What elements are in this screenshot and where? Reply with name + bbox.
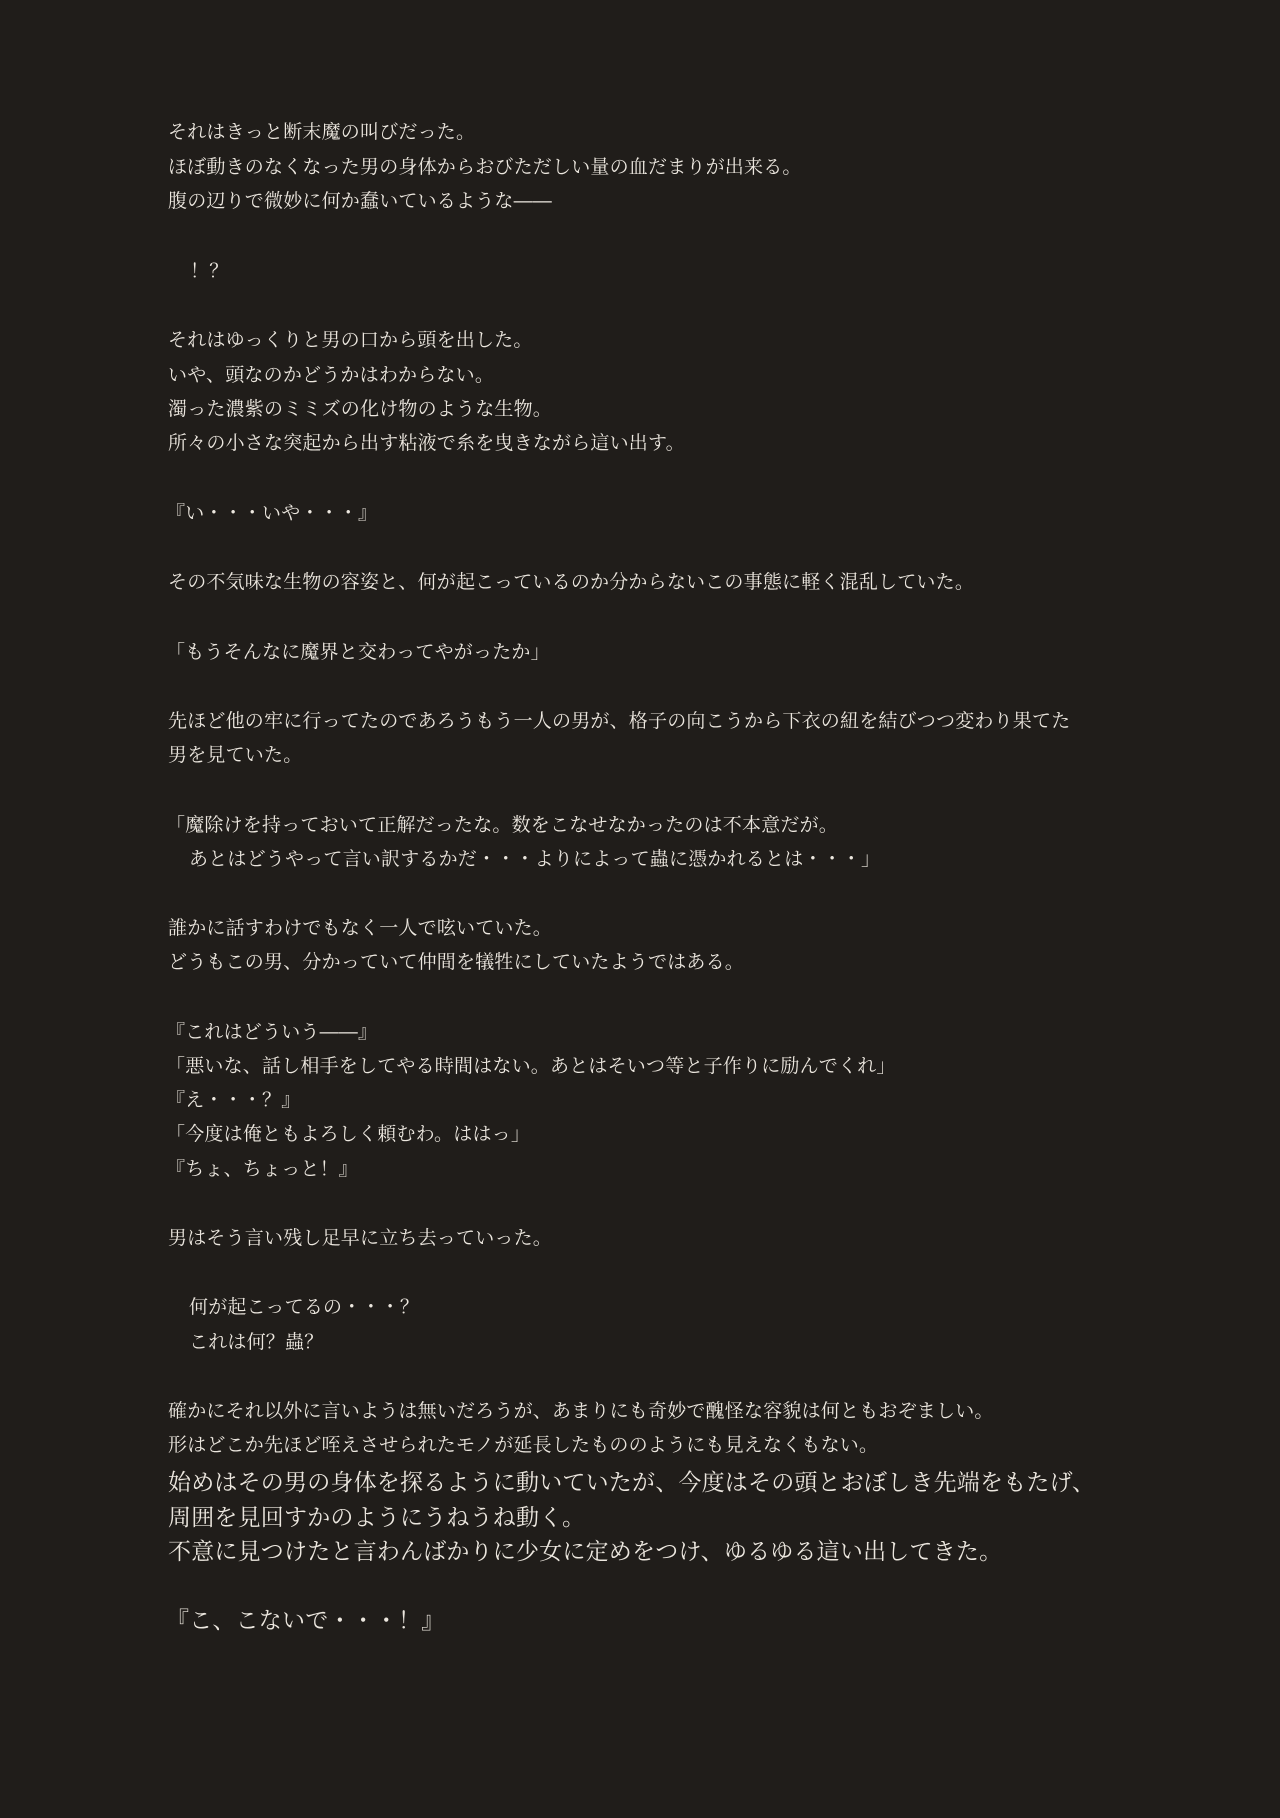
text-line: 所々の小さな突起から出す粘液で糸を曳きながら這い出す。 [168,432,685,454]
text-line: 「もうそんなに魔界と交わってやがったか」 [166,641,550,663]
text-line: 確かにそれ以外に言いようは無いだろうが、あまりにも奇妙で醜怪な容貌は何ともおぞましい。 [168,1400,994,1422]
text-line: 「悪いな、話し相手をしてやる時間はない。あとはそいつ等と子作りに励んでくれ」 [166,1055,896,1077]
text-line: 男を見ていた。 [168,744,303,766]
text-line: それはゆっくりと男の口から頭を出した。 [168,329,533,351]
text-line: 『い・・・いや・・・』 [166,502,378,524]
text-line: ほぼ動きのなくなった男の身体からおびただしい量の血だまりが出来る。 [168,156,802,178]
text-line: 『え・・・？』 [166,1089,301,1111]
text-line: 濁った濃紫のミミズの化け物のような生物。 [168,398,553,420]
text-line: 始めはその男の身体を探るように動いていたが、今度はその頭とおぼしき先端をもたげ、 [168,1470,1096,1496]
text-line: これは何？蟲？ [189,1331,324,1353]
text-line: どうもこの男、分かっていて仲間を犠牲にしていたようではある。 [168,951,745,973]
text-line: 『こ、こないで・・・！』 [166,1608,445,1634]
text-line: 不意に見つけたと言わんばかりに少女に定めをつけ、ゆるゆる這い出してきた。 [168,1539,1003,1565]
text-line: ！？ [190,260,229,282]
text-line: それはきっと断末魔の叫びだった。 [168,121,476,143]
text-line: 『ちょ、ちょっと！』 [166,1158,359,1180]
text-line: 『これはどういう――』 [166,1021,378,1043]
text-line: 腹の辺りで微妙に何か蠢いているような―― [168,190,553,212]
text-line: 「魔除けを持っておいて正解だったな。数をこなせなかったのは不本意だが。 [166,814,839,836]
text-line: 形はどこか先ほど咥えさせられたモノが延長したもののようにも見えなくもない。 [168,1434,879,1456]
text-line: 「今度は俺ともよろしく頼むわ。ははっ」 [166,1123,531,1145]
text-line: いや、頭なのかどうかはわからない。 [168,364,495,386]
text-line: あとはどうやって言い訳するかだ・・・よりによって蟲に憑かれるとは・・・」 [189,848,881,870]
text-line: 男はそう言い残し足早に立ち去っていった。 [168,1227,553,1249]
text-line: その不気味な生物の容姿と、何が起こっているのか分からないこの事態に軽く混乱していた。 [168,571,975,593]
text-line: 周囲を見回すかのようにうねうね動く。 [168,1505,586,1531]
text-line: 誰かに話すわけでもなく一人で呟いていた。 [168,917,553,939]
text-line: 先ほど他の牢に行ってたのであろうもう一人の男が、格子の向こうから下衣の紐を結びつつ変わり果てた [168,710,1071,732]
text-line: 何が起こってるの・・・？ [189,1296,420,1318]
